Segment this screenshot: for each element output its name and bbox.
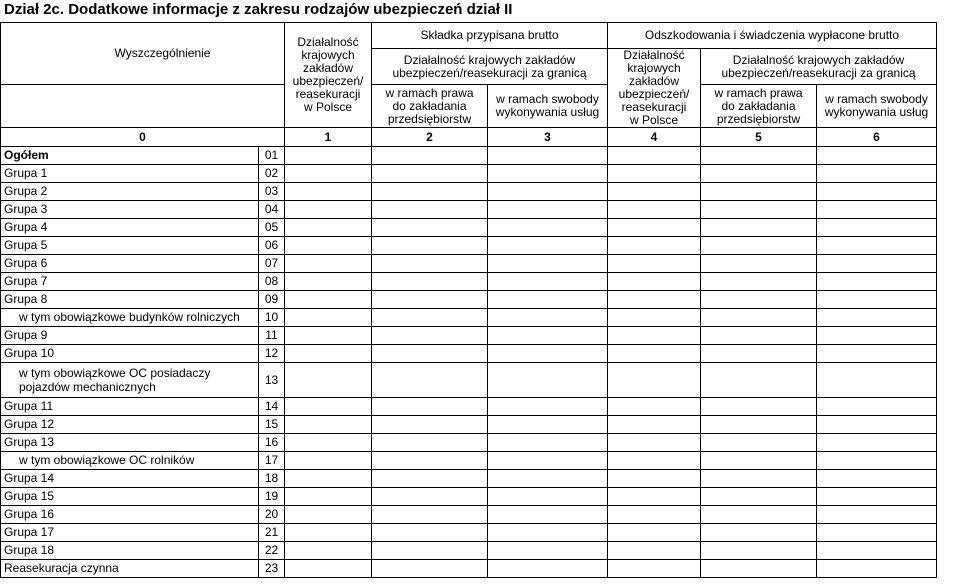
column-header-establishment-premium <box>372 85 488 128</box>
header-line: ubezpieczeń/reasekuracji za granicą <box>721 65 916 80</box>
value-cell[interactable] <box>701 327 817 345</box>
table-row <box>1 345 937 363</box>
value-cell[interactable] <box>285 237 372 255</box>
row-number: 16 <box>259 434 285 452</box>
value-cell[interactable] <box>285 524 372 542</box>
row-label: Grupa 18 <box>1 542 259 560</box>
row-number: 01 <box>259 147 285 165</box>
value-cell[interactable] <box>285 345 372 363</box>
value-cell[interactable] <box>817 345 937 363</box>
value-cell[interactable] <box>488 345 608 363</box>
value-cell[interactable] <box>701 488 817 506</box>
column-header-foreign-premium <box>372 49 608 85</box>
value-cell[interactable] <box>817 560 937 578</box>
value-cell[interactable] <box>285 542 372 560</box>
row-number: 09 <box>259 291 285 309</box>
row-number: 13 <box>259 363 285 398</box>
value-cell[interactable] <box>285 327 372 345</box>
value-cell[interactable] <box>372 273 488 291</box>
value-cell[interactable] <box>372 363 488 398</box>
value-cell[interactable] <box>488 560 608 578</box>
value-cell[interactable] <box>817 542 937 560</box>
value-cell[interactable] <box>817 291 937 309</box>
column-header-domestic-claims <box>608 49 701 128</box>
value-cell[interactable] <box>608 237 701 255</box>
value-cell[interactable] <box>608 560 701 578</box>
value-cell[interactable] <box>608 147 701 165</box>
value-cell[interactable] <box>701 165 817 183</box>
value-cell[interactable] <box>608 506 701 524</box>
column-header-establishment-claims <box>701 85 817 128</box>
value-cell[interactable] <box>817 165 937 183</box>
row-number: 21 <box>259 524 285 542</box>
table-row <box>1 309 937 327</box>
row-label: Grupa 1 <box>1 165 259 183</box>
header-line: w Polsce <box>303 100 353 114</box>
value-cell[interactable] <box>701 416 817 434</box>
value-cell[interactable] <box>701 470 817 488</box>
header-line: w ramach prawa <box>385 85 474 100</box>
value-cell[interactable] <box>817 237 937 255</box>
value-cell[interactable] <box>488 219 608 237</box>
value-cell[interactable] <box>701 524 817 542</box>
column-index-row <box>1 128 937 147</box>
header-line: ubezpieczeń/reasekuracji za granicą <box>392 65 587 80</box>
table-row <box>1 434 937 452</box>
column-index: 1 <box>285 128 372 147</box>
value-cell[interactable] <box>285 488 372 506</box>
table-row <box>1 273 937 291</box>
value-cell[interactable] <box>608 309 701 327</box>
header-line: w ramach swobody <box>496 92 599 107</box>
row-label: Grupa 15 <box>1 488 259 506</box>
value-cell[interactable] <box>488 273 608 291</box>
group-header-premium: Składka przypisana brutto <box>372 23 608 49</box>
value-cell[interactable] <box>488 165 608 183</box>
row-number: 17 <box>259 452 285 470</box>
value-cell[interactable] <box>608 219 701 237</box>
table-row <box>1 363 937 398</box>
value-cell[interactable] <box>608 488 701 506</box>
row-number: 14 <box>259 398 285 416</box>
row-label: Grupa 4 <box>1 219 259 237</box>
row-label: Grupa 16 <box>1 506 259 524</box>
value-cell[interactable] <box>372 183 488 201</box>
value-cell[interactable] <box>372 309 488 327</box>
header-line: ubezpieczeń/ <box>618 87 690 101</box>
value-cell[interactable] <box>817 327 937 345</box>
value-cell[interactable] <box>372 165 488 183</box>
value-cell[interactable] <box>372 524 488 542</box>
row-number: 07 <box>259 255 285 273</box>
value-cell[interactable] <box>701 291 817 309</box>
row-number: 20 <box>259 506 285 524</box>
value-cell[interactable] <box>701 398 817 416</box>
value-cell[interactable] <box>488 524 608 542</box>
value-cell[interactable] <box>488 147 608 165</box>
value-cell[interactable] <box>372 398 488 416</box>
row-label: Grupa 13 <box>1 434 259 452</box>
value-cell[interactable] <box>372 506 488 524</box>
value-cell[interactable] <box>817 363 937 398</box>
value-cell[interactable] <box>608 470 701 488</box>
value-cell[interactable] <box>285 273 372 291</box>
value-cell[interactable] <box>372 327 488 345</box>
value-cell[interactable] <box>701 147 817 165</box>
value-cell[interactable] <box>285 165 372 183</box>
header-line: Działalność krajowych zakładów <box>732 52 905 67</box>
row-number: 08 <box>259 273 285 291</box>
header-line: do zakładania <box>392 98 467 113</box>
column-header-services-premium <box>488 85 608 128</box>
value-cell[interactable] <box>701 183 817 201</box>
value-cell[interactable] <box>817 219 937 237</box>
column-index: 4 <box>608 128 701 147</box>
table-row <box>1 470 937 488</box>
value-cell[interactable] <box>701 273 817 291</box>
row-label: Grupa 10 <box>1 345 259 363</box>
table-row <box>1 201 937 219</box>
value-cell[interactable] <box>372 147 488 165</box>
value-cell[interactable] <box>285 560 372 578</box>
table-row <box>1 219 937 237</box>
value-cell[interactable] <box>817 183 937 201</box>
value-cell[interactable] <box>372 219 488 237</box>
row-number: 03 <box>259 183 285 201</box>
table-row <box>1 183 937 201</box>
row-label: Reasekuracja czynna <box>1 560 259 578</box>
value-cell[interactable] <box>701 363 817 398</box>
value-cell[interactable] <box>372 542 488 560</box>
value-cell[interactable] <box>488 255 608 273</box>
value-cell[interactable] <box>488 506 608 524</box>
column-index: 5 <box>701 128 817 147</box>
header-line: w ramach prawa <box>714 85 803 100</box>
value-cell[interactable] <box>817 416 937 434</box>
value-cell[interactable] <box>372 488 488 506</box>
column-header-foreign-claims <box>701 49 937 85</box>
value-cell[interactable] <box>608 291 701 309</box>
value-cell[interactable] <box>285 452 372 470</box>
value-cell[interactable] <box>608 165 701 183</box>
header-line: do zakładania <box>721 98 796 113</box>
group-header-claims: Odszkodowania i świadczenia wypłacone brutto <box>608 23 937 49</box>
value-cell[interactable] <box>372 291 488 309</box>
value-cell[interactable] <box>285 255 372 273</box>
row-label: Ogółem <box>1 147 259 165</box>
value-cell[interactable] <box>488 237 608 255</box>
table-row <box>1 560 937 578</box>
value-cell[interactable] <box>817 309 937 327</box>
header-line: w Polsce <box>629 113 679 127</box>
data-table <box>0 22 937 578</box>
column-index: 6 <box>817 128 937 147</box>
value-cell[interactable] <box>285 506 372 524</box>
value-cell[interactable] <box>817 398 937 416</box>
header-line: reasekuracji <box>621 100 687 114</box>
value-cell[interactable] <box>285 363 372 398</box>
value-cell[interactable] <box>285 398 372 416</box>
header-line: krajowych <box>627 61 681 75</box>
header-line: Działalność krajowych zakładów <box>403 52 576 67</box>
row-number: 15 <box>259 416 285 434</box>
row-label: Grupa 11 <box>1 398 259 416</box>
table-row <box>1 488 937 506</box>
value-cell[interactable] <box>372 416 488 434</box>
value-cell[interactable] <box>701 255 817 273</box>
row-label: Grupa 6 <box>1 255 259 273</box>
value-cell[interactable] <box>285 219 372 237</box>
row-label: Grupa 2 <box>1 183 259 201</box>
value-cell[interactable] <box>488 291 608 309</box>
header-line: Działalność <box>297 35 359 49</box>
value-cell[interactable] <box>488 470 608 488</box>
value-cell[interactable] <box>488 488 608 506</box>
table-row <box>1 452 937 470</box>
value-cell[interactable] <box>372 560 488 578</box>
value-cell[interactable] <box>488 452 608 470</box>
value-cell[interactable] <box>488 309 608 327</box>
row-label: Grupa 14 <box>1 470 259 488</box>
row-number: 18 <box>259 470 285 488</box>
value-cell[interactable] <box>701 560 817 578</box>
row-number: 10 <box>259 309 285 327</box>
value-cell[interactable] <box>488 363 608 398</box>
value-cell[interactable] <box>488 398 608 416</box>
value-cell[interactable] <box>817 273 937 291</box>
value-cell[interactable] <box>372 255 488 273</box>
header-line: ubezpieczeń/ <box>292 74 364 88</box>
table-row <box>1 524 937 542</box>
header-blank <box>1 85 285 128</box>
table-row <box>1 165 937 183</box>
value-cell[interactable] <box>817 524 937 542</box>
value-cell[interactable] <box>817 434 937 452</box>
value-cell[interactable] <box>608 524 701 542</box>
value-cell[interactable] <box>372 470 488 488</box>
header-line: Działalność <box>623 48 685 62</box>
row-label: Grupa 17 <box>1 524 259 542</box>
value-cell[interactable] <box>701 452 817 470</box>
value-cell[interactable] <box>817 470 937 488</box>
column-header-spec: Wyszczególnienie <box>1 23 285 85</box>
table-row <box>1 506 937 524</box>
value-cell[interactable] <box>701 201 817 219</box>
header-line: przedsiębiorstw <box>716 111 801 126</box>
value-cell[interactable] <box>488 416 608 434</box>
column-header-domestic-premium <box>285 23 372 128</box>
value-cell[interactable] <box>817 147 937 165</box>
table-row <box>1 416 937 434</box>
row-label: Grupa 5 <box>1 237 259 255</box>
value-cell[interactable] <box>608 201 701 219</box>
table-row <box>1 147 937 165</box>
table-row <box>1 255 937 273</box>
value-cell[interactable] <box>608 273 701 291</box>
table-row <box>1 398 937 416</box>
value-cell[interactable] <box>817 255 937 273</box>
value-cell[interactable] <box>701 542 817 560</box>
value-cell[interactable] <box>608 363 701 398</box>
row-number: 12 <box>259 345 285 363</box>
header-line: wykonywania usług <box>495 105 600 120</box>
column-index: 2 <box>372 128 488 147</box>
row-number: 22 <box>259 542 285 560</box>
value-cell[interactable] <box>608 452 701 470</box>
value-cell[interactable] <box>372 452 488 470</box>
value-cell[interactable] <box>285 434 372 452</box>
row-label: Grupa 12 <box>1 416 259 434</box>
value-cell[interactable] <box>701 506 817 524</box>
value-cell[interactable] <box>817 488 937 506</box>
header-line: reasekuracji <box>295 87 361 101</box>
header-line: przedsiębiorstw <box>387 111 472 126</box>
value-cell[interactable] <box>701 309 817 327</box>
value-cell[interactable] <box>817 201 937 219</box>
header-line: zakładów <box>302 61 354 75</box>
value-cell[interactable] <box>701 345 817 363</box>
value-cell[interactable] <box>285 309 372 327</box>
row-number: 19 <box>259 488 285 506</box>
header-line: zakładów <box>628 74 680 88</box>
column-index: 0 <box>1 128 285 147</box>
value-cell[interactable] <box>488 201 608 219</box>
value-cell[interactable] <box>608 542 701 560</box>
value-cell[interactable] <box>608 183 701 201</box>
value-cell[interactable] <box>285 470 372 488</box>
table-row <box>1 291 937 309</box>
value-cell[interactable] <box>488 542 608 560</box>
value-cell[interactable] <box>608 327 701 345</box>
row-number: 11 <box>259 327 285 345</box>
value-cell[interactable] <box>817 506 937 524</box>
value-cell[interactable] <box>285 291 372 309</box>
row-label: Grupa 3 <box>1 201 259 219</box>
value-cell[interactable] <box>372 434 488 452</box>
row-number: 04 <box>259 201 285 219</box>
value-cell[interactable] <box>372 201 488 219</box>
value-cell[interactable] <box>488 434 608 452</box>
header-line: wykonywania usług <box>824 105 929 120</box>
value-cell[interactable] <box>608 416 701 434</box>
row-label: Grupa 8 <box>1 291 259 309</box>
row-label: w tym obowiązkowe budynków rolniczych <box>1 309 259 327</box>
value-cell[interactable] <box>608 345 701 363</box>
table-row <box>1 237 937 255</box>
header-line: w ramach swobody <box>825 92 928 107</box>
value-cell[interactable] <box>372 345 488 363</box>
value-cell[interactable] <box>608 434 701 452</box>
column-header-services-claims <box>817 85 937 128</box>
value-cell[interactable] <box>285 183 372 201</box>
row-number: 23 <box>259 560 285 578</box>
table-row <box>1 542 937 560</box>
value-cell[interactable] <box>701 219 817 237</box>
row-number: 06 <box>259 237 285 255</box>
table-row <box>1 327 937 345</box>
value-cell[interactable] <box>285 147 372 165</box>
header-line: krajowych <box>301 48 355 62</box>
column-index: 3 <box>488 128 608 147</box>
value-cell[interactable] <box>285 201 372 219</box>
value-cell[interactable] <box>488 327 608 345</box>
row-label: Grupa 7 <box>1 273 259 291</box>
value-cell[interactable] <box>488 183 608 201</box>
value-cell[interactable] <box>372 237 488 255</box>
value-cell[interactable] <box>817 452 937 470</box>
row-label: w tym obowiązkowe OC posiadaczy pojazdów mechanicznych <box>1 363 259 398</box>
value-cell[interactable] <box>608 255 701 273</box>
row-number: 05 <box>259 219 285 237</box>
value-cell[interactable] <box>608 398 701 416</box>
row-label: w tym obowiązkowe OC rolników <box>1 452 259 470</box>
value-cell[interactable] <box>701 237 817 255</box>
row-label: Grupa 9 <box>1 327 259 345</box>
value-cell[interactable] <box>701 434 817 452</box>
value-cell[interactable] <box>285 416 372 434</box>
page-title: Dział 2c. Dodatkowe informacje z zakresu rodzajów ubezpieczeń dział II <box>4 1 513 18</box>
row-number: 02 <box>259 165 285 183</box>
